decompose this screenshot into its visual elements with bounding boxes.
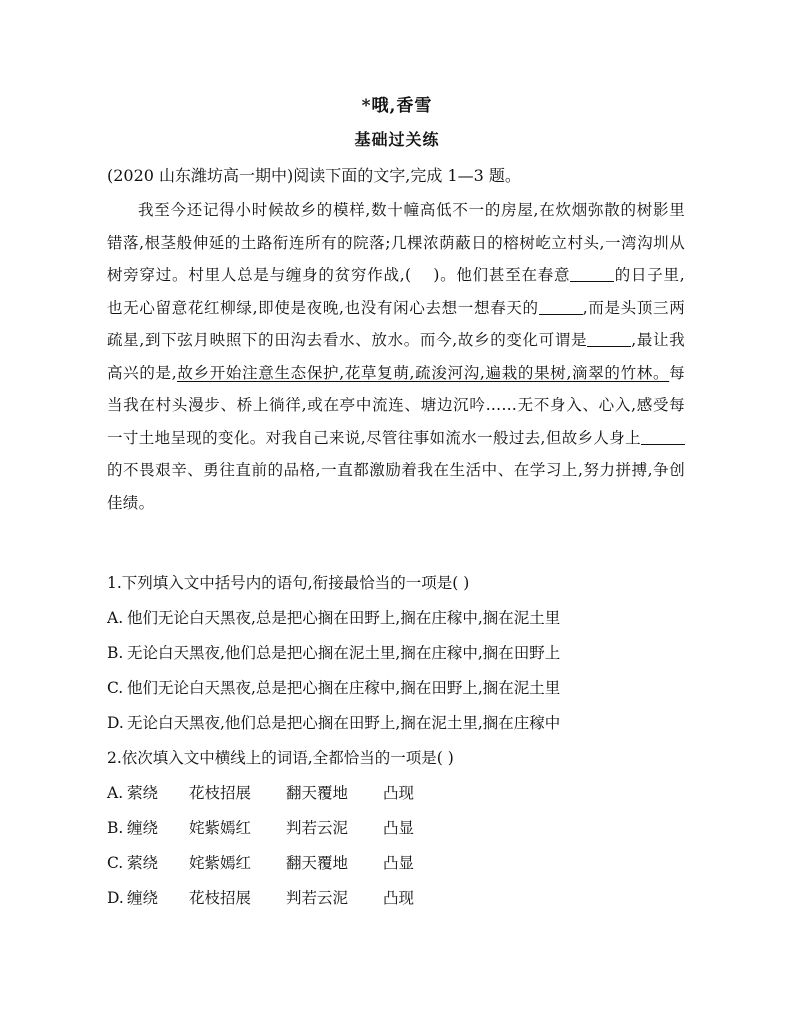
option-word-1: 萦绕 [127, 784, 159, 802]
passage-text-4: ,而是头顶三两疏星,到下弦月映照下的田沟去看水、放水。而今,故乡的变化可谓是 [107, 298, 685, 349]
source-line: (2020 山东潍坊高一期中)阅读下面的文字,完成 1—3 题。 [107, 166, 521, 185]
option-text: 他们无论白天黑夜,总是把心搁在庄稼中,搁在田野上,搁在泥土里 [127, 679, 561, 697]
answer-blank-1 [570, 266, 614, 283]
option-word-1: 缠绕 [127, 819, 159, 837]
option-word-4: 凸现 [383, 889, 415, 907]
answer-blank-4 [641, 428, 685, 445]
q1-option-d [107, 706, 687, 741]
reading-passage [107, 194, 685, 519]
passage-text-6: 每当我在村头漫步、桥上徜徉,或在亭中流连、塘边沉吟……无不身入、心入,感受每一寸土地呈现的变化。对我自己来说,尽管往事如流水一般过去,但故乡人身上 [107, 363, 685, 447]
passage-text-7: 的不畏艰辛、勇往直前的品格,一直都激励着我在生活中、在学习上,努力拼搏,争创佳绩。 [107, 461, 685, 512]
option-word-3: 翻天覆地 [286, 854, 349, 872]
passage-text-5: ,最让我高兴的是, [107, 331, 685, 382]
question-2-stem: 2.依次填入文中横线上的词语,全都恰当的一项是( ) [107, 749, 454, 767]
option-label: D. [107, 889, 124, 907]
passage-text-3: 的日子里,也无心留意花红柳绿,即使是夜晚,也没有闲心去想一想春天的 [107, 266, 685, 317]
option-label: D. [107, 714, 124, 732]
option-word-3: 判若云泥 [286, 819, 349, 837]
option-word-4: 凸显 [383, 854, 415, 872]
q2-option-a [107, 776, 687, 811]
option-word-2: 姹紫嫣红 [189, 854, 252, 872]
option-text: 无论白天黑夜,他们总是把心搁在田野上,搁在泥土里,搁在庄稼中 [127, 714, 561, 732]
option-text: 他们无论白天黑夜,总是把心搁在田野上,搁在庄稼中,搁在泥土里 [127, 609, 561, 627]
option-text: 无论白天黑夜,他们总是把心搁在泥土里,搁在庄稼中,搁在田野上 [127, 644, 561, 662]
passage-text-2: )。他们甚至在春意 [433, 266, 571, 284]
q1-option-b [107, 636, 687, 671]
q1-option-c [107, 671, 687, 706]
underlined-sentence: 故乡开始注意生态保护,花草复萌,疏浚河沟,遍栽的果树,滴翠的竹林。 [176, 363, 670, 382]
option-label: A. [107, 609, 124, 627]
q2-option-d [107, 881, 687, 916]
option-word-4: 凸显 [383, 819, 415, 837]
option-word-2: 姹紫嫣红 [189, 819, 252, 837]
option-word-2: 花枝招展 [189, 889, 252, 907]
answer-blank-3 [587, 331, 631, 348]
option-word-3: 翻天覆地 [286, 784, 349, 802]
section-subtitle: 基础过关练 [354, 130, 440, 149]
option-word-4: 凸现 [383, 784, 415, 802]
option-label: B. [107, 819, 124, 837]
option-word-3: 判若云泥 [286, 889, 349, 907]
option-label: A. [107, 784, 124, 802]
option-word-1: 缠绕 [127, 889, 159, 907]
q2-option-c [107, 846, 687, 881]
q1-option-a [107, 601, 687, 636]
option-label: B. [107, 644, 124, 662]
option-label: C. [107, 854, 124, 872]
passage-paragraph [107, 194, 685, 519]
passage-text-1: 我至今还记得小时候故乡的模样,数十幢高低不一的房屋,在炊烟弥散的树影里错落,根茎般伸延的土路衔连所有的院落;几棵浓荫蔽日的榕树屹立村头,一湾沟圳从树旁穿过。村里人总是与缠身的贫穷作战,( [107, 201, 685, 284]
q2-option-b [107, 811, 687, 846]
questions-section [107, 566, 687, 916]
answer-blank-2 [539, 298, 583, 315]
option-label: C. [107, 679, 124, 697]
question-1-stem: 1.下列填入文中括号内的语句,衔接最恰当的一项是( ) [107, 574, 470, 592]
option-word-1: 萦绕 [127, 854, 159, 872]
page-title: *哦,香雪 [361, 96, 433, 116]
option-word-2: 花枝招展 [189, 784, 252, 802]
